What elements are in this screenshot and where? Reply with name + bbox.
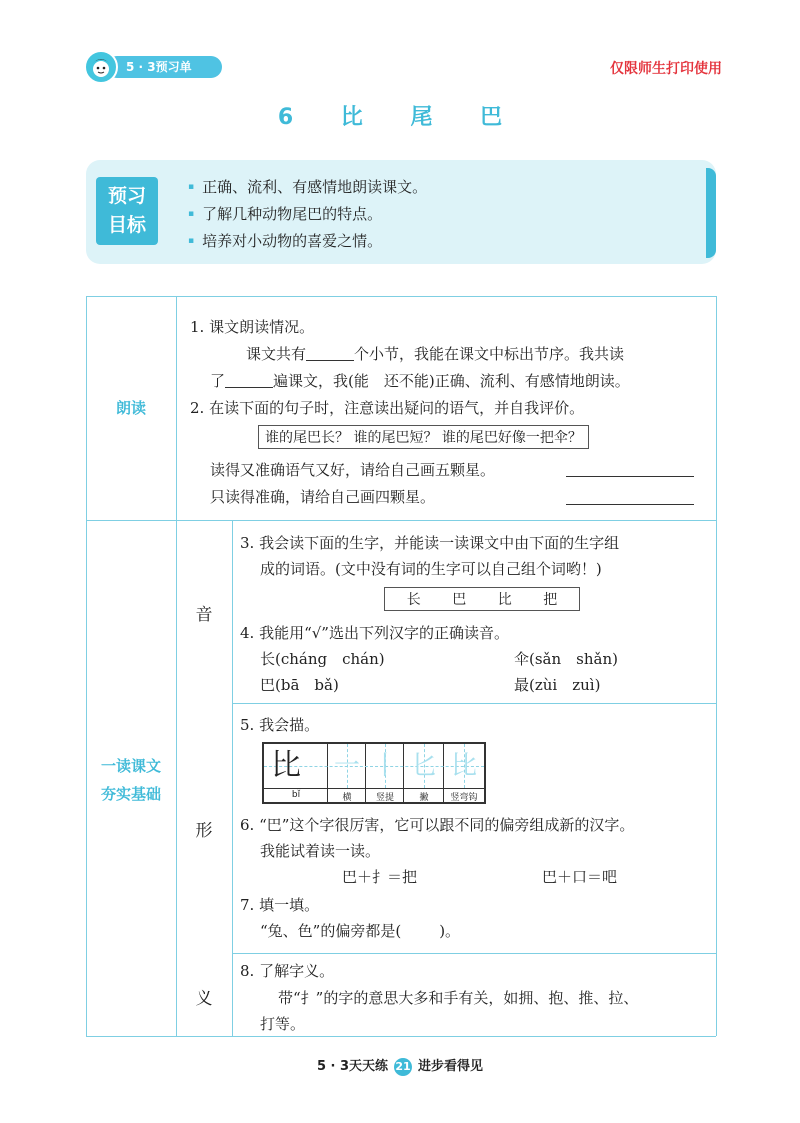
combo-equation: 巴＋口＝吧 — [542, 868, 618, 886]
trace-stroke-2[interactable]: 丨 — [371, 751, 398, 781]
basics-section-label — [86, 752, 176, 808]
stroke-name: 竖提 — [375, 793, 394, 803]
page-number: 21 — [394, 1058, 412, 1076]
footer-left: 5 · 3天天练 — [316, 1059, 389, 1074]
goal-item: ▪ 正确、流利、有感情地朗读课文。 — [188, 174, 427, 201]
form-label: 形 — [195, 821, 213, 841]
stroke-name: 撇 — [419, 793, 429, 803]
q7-question — [260, 920, 460, 941]
meaning-label: 义 — [195, 989, 213, 1009]
q3-line2: 成的词语。(文中没有词的生字可以自己组个词哟！) — [260, 560, 602, 578]
q3-line1: 3. 我会读下面的生字，并能读一读课文中由下面的生字组 — [240, 534, 620, 552]
goals-tag-line2: 目标 — [107, 214, 146, 236]
page-title: 6 比 尾 巴 — [277, 105, 523, 130]
q2-title: 2. 在读下面的句子时，注意读出疑问的语气，并自我评价。 — [190, 399, 585, 417]
preview-goals-box — [86, 160, 716, 264]
goals-list — [188, 174, 427, 255]
four-star-answer-line[interactable] — [566, 504, 694, 505]
q4-title: 4. 我能用“√”选出下列汉字的正确读音。 — [240, 624, 509, 642]
question-sentences-box: 谁的尾巴长？ 谁的尾巴短？ 谁的尾巴好像一把伞？ — [258, 425, 589, 449]
badge-label: 5 · 3预习单 — [106, 56, 222, 78]
footer-right: 进步看得见 — [418, 1059, 484, 1074]
q7-text-start: “兔、色”的偏旁都是( — [260, 922, 402, 940]
trace-stroke-4[interactable]: 比 — [450, 751, 477, 781]
q1-line1 — [246, 343, 624, 364]
q1-title: 1. 课文朗读情况。 — [190, 318, 315, 336]
stroke-tracing-grid — [262, 742, 486, 804]
stroke-name: 横 — [342, 793, 352, 803]
q1-line2-start: 了 — [210, 372, 226, 390]
goal-item: ▪ 了解几种动物尾巴的特点。 — [188, 201, 427, 228]
q1-line1-start: 课文共有 — [246, 345, 307, 363]
q7-text-end: )。 — [439, 922, 461, 940]
basics-label-line1: 一读课文 — [100, 757, 161, 775]
goals-edge-decoration — [706, 168, 716, 258]
q1-line1-end: 个小节，我能在课文中标出节序。我共读 — [354, 345, 625, 363]
q6-line2: 我能试着读一读。 — [260, 842, 381, 860]
q7-title: 7. 填一填。 — [240, 896, 320, 914]
goals-tag — [96, 177, 158, 245]
combo-equation: 巴＋扌＝把 — [342, 868, 418, 886]
page-footer — [0, 1055, 800, 1076]
q2-four-star-line: 只读得准确，请给自己画四颗星。 — [210, 488, 436, 506]
trace-stroke-1[interactable]: 一 — [333, 751, 360, 781]
q1-line2-end: 遍课文，我(能 还不能)正确、流利、有感情地朗读。 — [273, 372, 630, 390]
mascot-avatar-icon — [84, 50, 118, 84]
goals-tag-line1: 预习 — [107, 185, 146, 207]
goal-item: ▪ 培养对小动物的喜爱之情。 — [188, 228, 427, 255]
q1-line2 — [210, 370, 630, 391]
trace-stroke-3[interactable]: 匕 — [410, 751, 437, 781]
five-star-answer-line[interactable] — [566, 476, 694, 477]
read-times-blank[interactable] — [225, 374, 273, 388]
q8-title: 8. 了解字义。 — [240, 962, 335, 980]
pinyin-choice[interactable]: 巴(bā bǎ) — [260, 676, 339, 694]
pronunciation-label: 音 — [195, 605, 213, 625]
stroke-name: 竖弯钩 — [450, 793, 478, 803]
pinyin-choice[interactable]: 最(zùi zuì) — [514, 676, 601, 694]
model-character: 比 — [271, 748, 301, 783]
pinyin-choice[interactable]: 伞(sǎn shǎn) — [514, 650, 618, 668]
reading-section-label: 朗读 — [115, 399, 146, 417]
new-char: 巴 — [452, 592, 467, 608]
new-char: 长 — [406, 592, 421, 608]
q8-line2: 打等。 — [260, 1015, 306, 1033]
header-badge — [84, 52, 222, 82]
basics-label-line2: 夯实基础 — [100, 785, 161, 803]
pinyin-choice[interactable]: 长(cháng chán) — [260, 650, 385, 668]
new-char: 比 — [497, 592, 512, 608]
q2-five-star-line: 读得又准确语气又好，请给自己画五颗星。 — [210, 461, 496, 479]
print-restriction-note: 仅限师生打印使用 — [610, 61, 722, 77]
paragraph-count-blank[interactable] — [306, 347, 354, 361]
q5-title: 5. 我会描。 — [240, 716, 320, 734]
q8-line1: 带“扌”的字的意思大多和手有关，如拥、抱、推、拉、 — [278, 989, 639, 1007]
q6-line1: 6. “巴”这个字很厉害，它可以跟不同的偏旁组成新的汉字。 — [240, 816, 635, 834]
new-characters-box — [384, 587, 580, 611]
new-char: 把 — [543, 592, 558, 608]
model-pinyin: bǐ — [291, 790, 301, 800]
